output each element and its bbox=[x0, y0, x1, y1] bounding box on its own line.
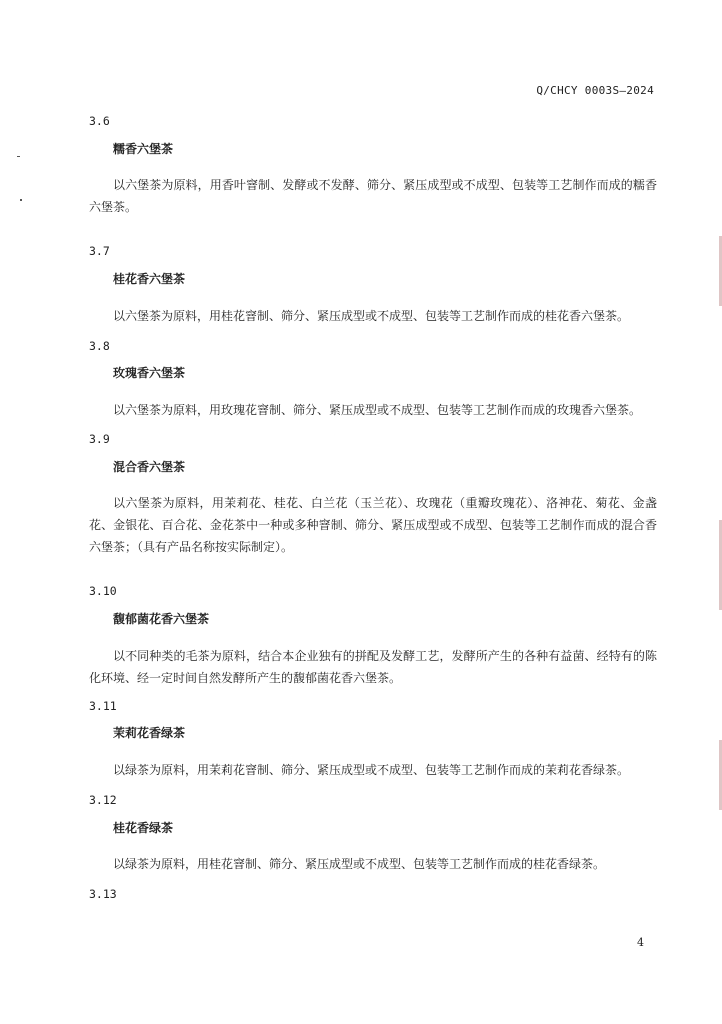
page-number: 4 bbox=[637, 936, 644, 949]
scan-mark bbox=[20, 199, 22, 201]
section-term: 茉莉花香绿茶 bbox=[113, 726, 186, 740]
section-definition: 以六堡茶为原料，用茉莉花、桂花、白兰花（玉兰花）、玫瑰花（重瓣玫瑰花）、洛神花、菊花、金盏花、金银花、百合花、金花茶中一种或多种窨制、筛分、紧压成型或不成型、包装等工艺制作而成的混合香六堡茶；（具有产品名称按实际制定）。 bbox=[89, 496, 657, 554]
section-definition: 以绿茶为原料，用茉莉花窨制、筛分、紧压成型或不成型、包装等工艺制作而成的茉莉花香绿茶。 bbox=[113, 763, 630, 777]
section-term: 混合香六堡茶 bbox=[113, 460, 186, 474]
section-definition: 以绿茶为原料，用桂花窨制、筛分、紧压成型或不成型、包装等工艺制作而成的桂花香绿茶。 bbox=[113, 857, 606, 871]
section-definition: 以六堡茶为原料，用桂花窨制、筛分、紧压成型或不成型、包装等工艺制作而成的桂花香六堡茶。 bbox=[113, 309, 630, 323]
section-term: 馥郁菌花香六堡茶 bbox=[113, 612, 210, 626]
section-definition: 以不同种类的毛茶为原料，结合本企业独有的拼配及发酵工艺，发酵所产生的各种有益菌、经特有的陈化环境、经一定时间自然发酵所产生的馥郁菌花香六堡茶。 bbox=[89, 649, 657, 685]
section-term: 桂花香绿茶 bbox=[113, 821, 174, 835]
standard-code: Q/CHCY 0003S—2024 bbox=[536, 84, 654, 97]
scan-mark bbox=[17, 156, 20, 157]
section-term: 玫瑰香六堡茶 bbox=[113, 366, 186, 380]
section-number: 3.9 bbox=[89, 432, 110, 446]
section-number: 3.6 bbox=[89, 114, 110, 128]
section-number: 3.8 bbox=[89, 339, 110, 353]
section-number: 3.11 bbox=[89, 699, 117, 713]
section-term: 糯香六堡茶 bbox=[113, 142, 174, 156]
section-number: 3.7 bbox=[89, 244, 110, 258]
section-number: 3.13 bbox=[89, 887, 117, 901]
section-number: 3.12 bbox=[89, 793, 117, 807]
section-definition: 以六堡茶为原料，用香叶窨制、发酵或不发酵、筛分、紧压成型或不成型、包装等工艺制作而成的糯香六堡茶。 bbox=[89, 178, 657, 214]
section-number: 3.10 bbox=[89, 584, 117, 598]
section-definition: 以六堡茶为原料，用玫瑰花窨制、筛分、紧压成型或不成型、包装等工艺制作而成的玫瑰香六堡茶。 bbox=[113, 403, 642, 417]
section-term: 桂花香六堡茶 bbox=[113, 272, 186, 286]
